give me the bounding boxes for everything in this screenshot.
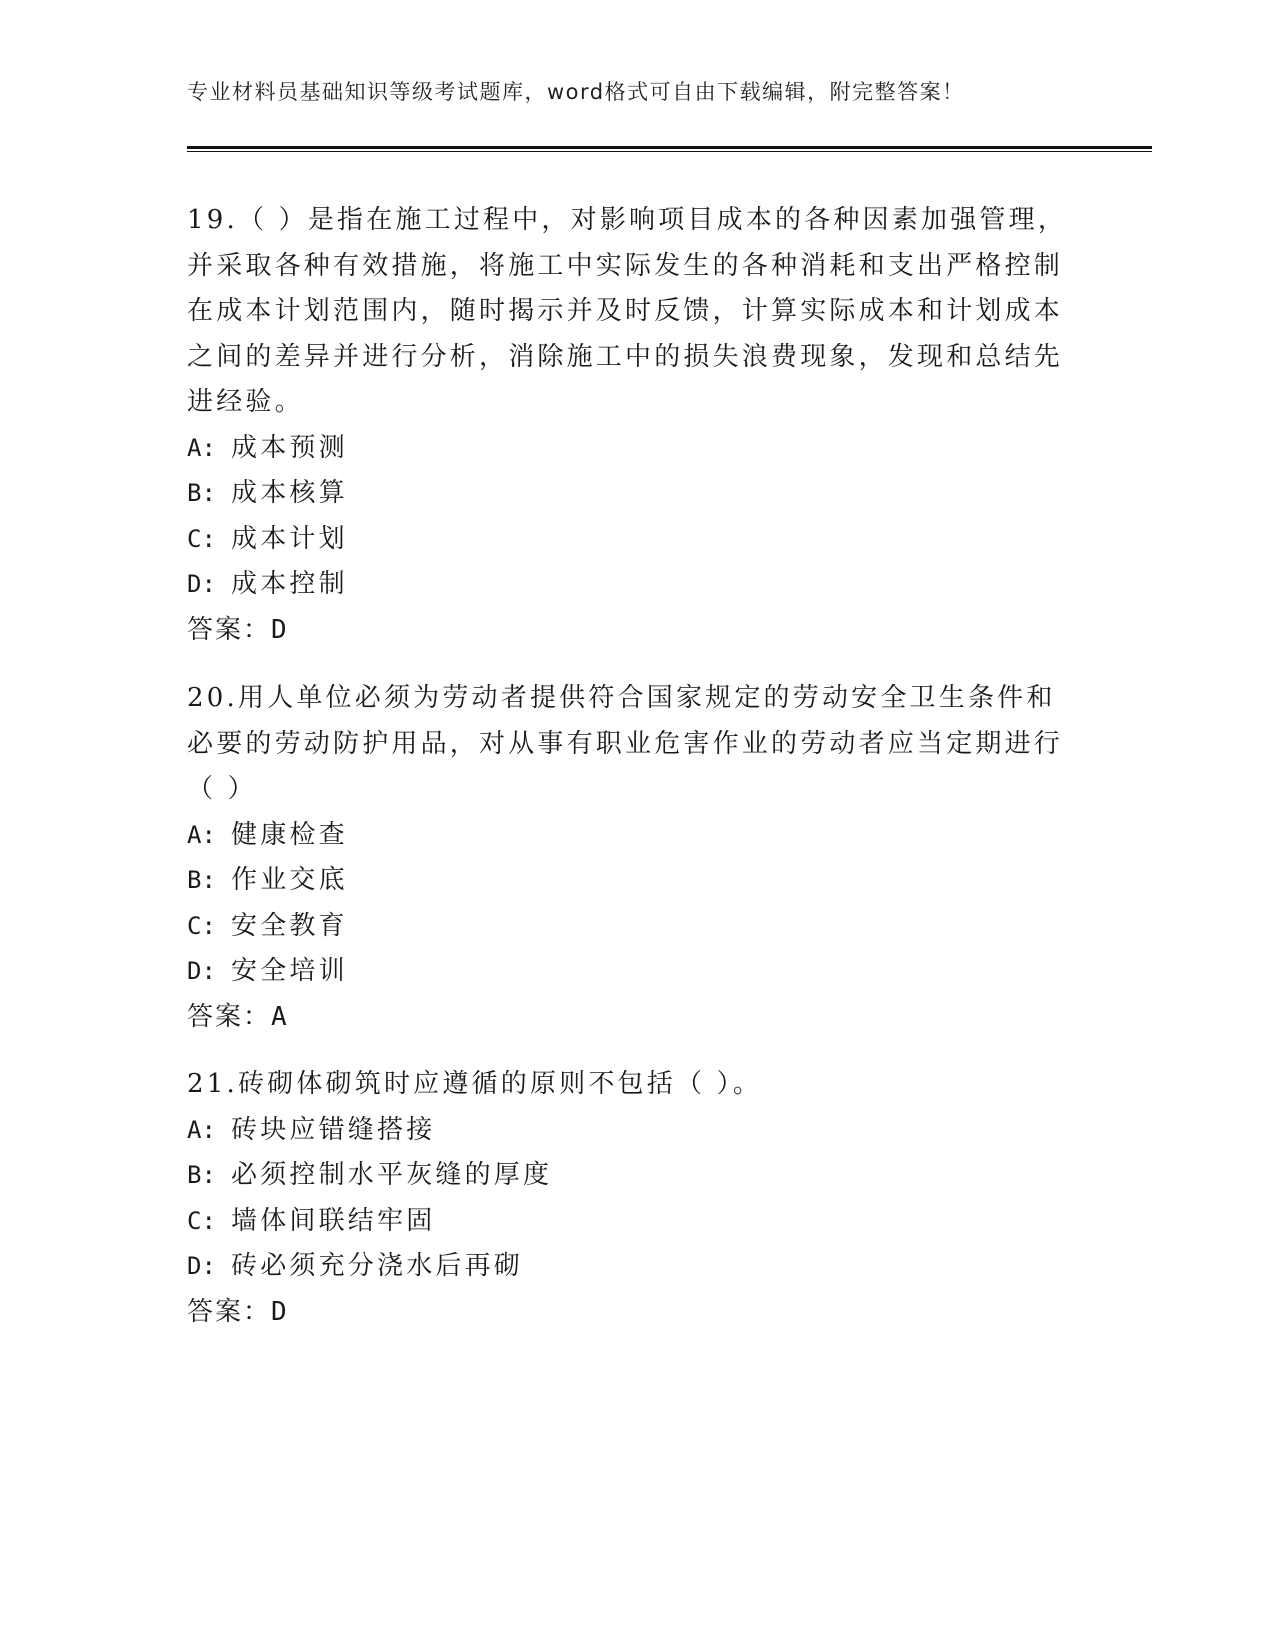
question-21 xyxy=(187,1062,1067,1335)
option-letter: B: xyxy=(187,866,216,894)
option-letter: A: xyxy=(187,1115,216,1144)
option-a xyxy=(187,1108,1067,1154)
option-letter: C: xyxy=(187,1206,216,1235)
option-c xyxy=(187,1199,1067,1245)
option-a xyxy=(187,426,1067,472)
option-text: 成本控制 xyxy=(231,569,348,599)
option-text: 成本核算 xyxy=(231,478,348,508)
option-text: 必须控制水平灰缝的厚度 xyxy=(231,1160,553,1190)
question-stem: 20.用人单位必须为劳动者提供符合国家规定的劳动安全卫生条件和必要的劳动防护用品，对从事有职业危害作业的劳动者应当定期进行（ ） xyxy=(187,683,1064,804)
option-c xyxy=(187,904,1067,950)
option-letter: C: xyxy=(187,524,216,553)
option-b xyxy=(187,858,1067,904)
option-c xyxy=(187,517,1067,563)
option-text: 安全培训 xyxy=(231,956,348,986)
answer-line xyxy=(187,608,1067,654)
option-letter: A: xyxy=(187,433,216,462)
answer-line xyxy=(187,1290,1067,1336)
option-text: 作业交底 xyxy=(231,865,348,895)
option-text: 成本计划 xyxy=(231,523,348,554)
option-d xyxy=(187,1244,1067,1290)
option-letter: A: xyxy=(187,820,216,849)
option-letter: B: xyxy=(187,1161,216,1189)
option-text: 砖块应错缝搭接 xyxy=(231,1114,436,1145)
option-d xyxy=(187,562,1067,608)
question-stem: 21.砖砌体砌筑时应遵循的原则不包括（ ）。 xyxy=(187,1069,763,1099)
answer-value: D xyxy=(271,1296,289,1327)
answer-value: D xyxy=(271,614,289,645)
option-letter: D: xyxy=(187,957,216,985)
answer-label: 答案： xyxy=(187,614,272,645)
option-text: 墙体间联结牢固 xyxy=(231,1205,436,1236)
answer-label: 答案： xyxy=(187,1001,272,1032)
option-text: 成本预测 xyxy=(231,432,348,463)
page-header-text: 专业材料员基础知识等级考试题库，word格式可自由下载编辑，附完整答案！ xyxy=(187,80,965,104)
option-letter: D: xyxy=(187,570,216,598)
option-b xyxy=(187,1153,1067,1199)
option-text: 健康检查 xyxy=(231,819,348,850)
option-a xyxy=(187,813,1067,859)
option-text: 砖必须充分浇水后再砌 xyxy=(231,1251,524,1281)
answer-value: A xyxy=(271,1001,289,1032)
option-letter: B: xyxy=(187,479,216,507)
option-letter: D: xyxy=(187,1252,216,1280)
option-d xyxy=(187,949,1067,995)
answer-line xyxy=(187,995,1067,1041)
question-19 xyxy=(187,198,1067,653)
header-divider xyxy=(187,146,1152,152)
option-b xyxy=(187,471,1067,517)
question-stem: 19.（ ）是指在施工过程中，对影响项目成本的各种因素加强管理，并采取各种有效措施，将施工中实际发生的各种消耗和支出严格控制在成本计划范围内，随时揭示并及时反馈，计算实际成本和计划成本之间的差异并进行分析，消除施工中的损失浪费现象，发现和总结先进经验。 xyxy=(187,205,1068,417)
option-letter: C: xyxy=(187,911,216,940)
question-20 xyxy=(187,676,1067,1040)
answer-label: 答案： xyxy=(187,1296,272,1327)
option-text: 安全教育 xyxy=(231,910,348,941)
